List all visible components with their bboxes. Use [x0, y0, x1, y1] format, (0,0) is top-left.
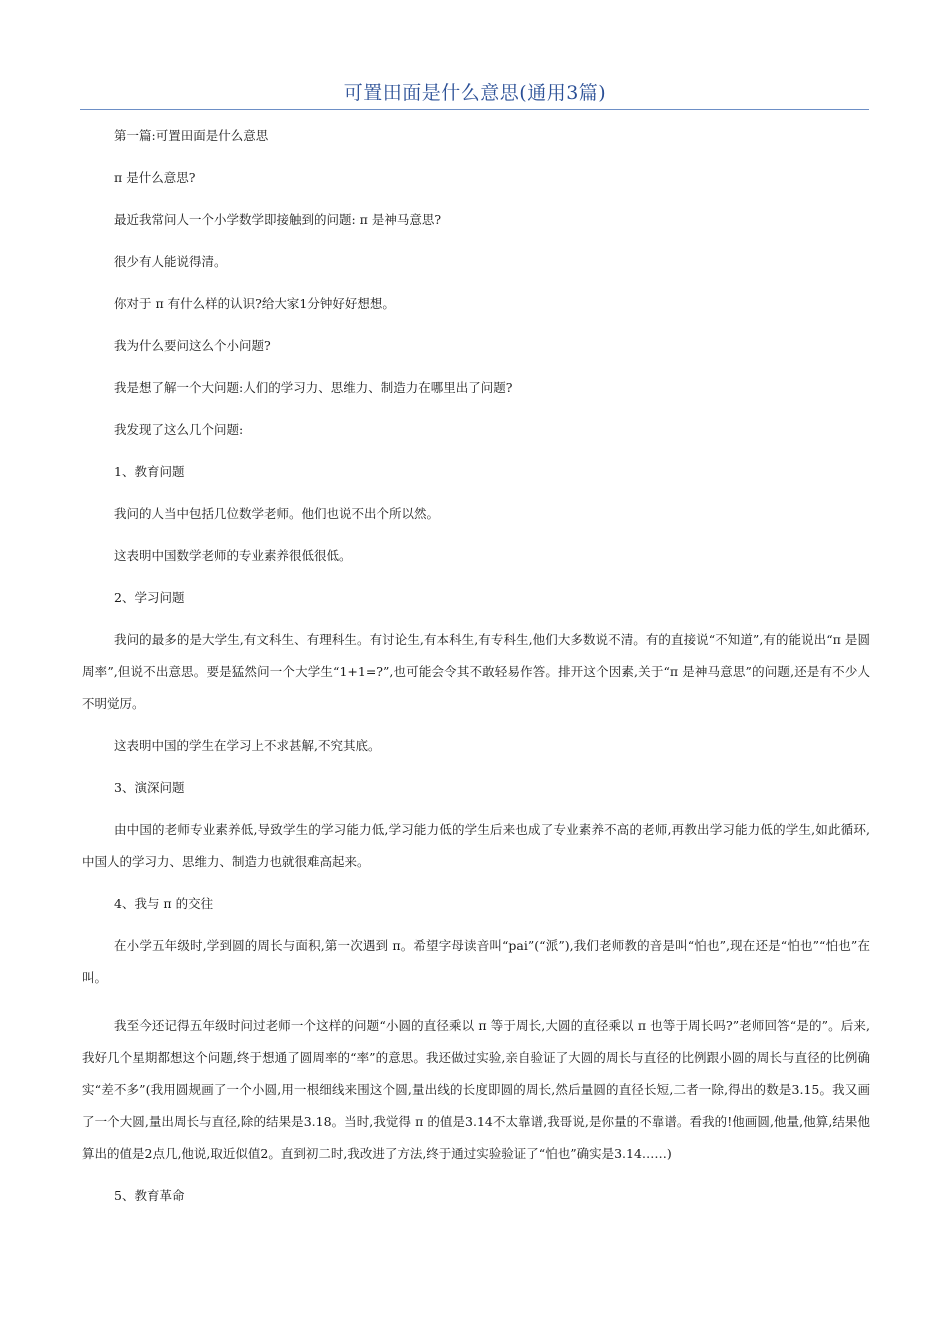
paragraph: 在小学五年级时,学到圆的周长与面积,第一次遇到 π。希望字母读音叫“pai”(“派”),我们老师教的音是叫“怕也”,现在还是“怕也”“怕也”在叫。	[82, 938, 870, 985]
paragraph: 我为什么要问这么个小问题?	[114, 338, 271, 353]
paragraph: 我问的人当中包括几位数学老师。他们也说不出个所以然。	[114, 506, 440, 521]
paragraph: 你对于 π 有什么样的认识?给大家1分钟好好想想。	[114, 296, 395, 311]
paragraph-list-heading: 2、学习问题	[114, 590, 185, 605]
paragraph-list-heading: 3、演深问题	[114, 780, 185, 795]
paragraph: 最近我常问人一个小学数学即接触到的问题: π 是神马意思?	[114, 212, 442, 227]
paragraph: 这表明中国的学生在学习上不求甚解,不究其底。	[114, 738, 381, 753]
paragraph: π 是什么意思?	[114, 170, 196, 185]
paragraph-list-heading: 1、教育问题	[114, 464, 185, 479]
paragraph: 我发现了这么几个问题:	[114, 422, 244, 437]
paragraph-list-heading: 4、我与 π 的交往	[114, 896, 214, 911]
paragraph: 这表明中国数学老师的专业素养很低很低。	[114, 548, 352, 563]
paragraph-section-heading: 第一篇:可置田面是什么意思	[114, 128, 269, 143]
document-title: 可置田面是什么意思(通用3篇)	[343, 82, 607, 104]
paragraph: 很少有人能说得清。	[114, 254, 227, 269]
paragraph: 由中国的老师专业素养低,导致学生的学习能力低,学习能力低的学生后来也成了专业素养不高的老师,再教出学习能力低的学生,如此循环,中国人的学习力、思维力、制造力也就很难高起来。	[82, 822, 870, 869]
paragraph: 我至今还记得五年级时问过老师一个这样的问题“小圆的直径乘以 π 等于周长,大圆的直径乘以 π 也等于周长吗?”老师回答“是的”。后来,我好几个星期都想这个问题,终于想通了圆周率的“率”的意思。我还做过实验,亲自验证了大圆的周长与直径的比例跟小圆的周长与直径的比例确实“差不多”(我用圆规画了一个小圆,用一根细线来围这个圆,量出线的长度即圆的周长,然后量圆的直径长短,二者一除,得出的数是3.15。我又画了一个大圆,量出周长与直径,除的结果是3.18。当时,我觉得 π 的值是3.14不太靠谱,我哥说,是你量的不靠谱。看我的!他画圆,他量,他算,结果他算出的值是2点几,他说,取近似值2。直到初二时,我改进了方法,终于通过实验验证了“怕也”确实是3.14……)	[82, 1018, 870, 1161]
paragraph-list-heading: 5、教育革命	[114, 1188, 185, 1203]
document-body	[82, 126, 870, 1206]
title-underline	[80, 109, 869, 110]
paragraph: 我是想了解一个大问题:人们的学习力、思维力、制造力在哪里出了问题?	[114, 380, 513, 395]
paragraph: 我问的最多的是大学生,有文科生、有理科生。有讨论生,有本科生,有专科生,他们大多数说不清。有的直接说“不知道”,有的能说出“π 是圆周率”,但说不出意思。要是猛然问一个大学生“1+1=?”,也可能会令其不敢轻易作答。排开这个因素,关于“π 是神马意思”的问题,还是有不少人不明觉厉。	[82, 632, 870, 711]
